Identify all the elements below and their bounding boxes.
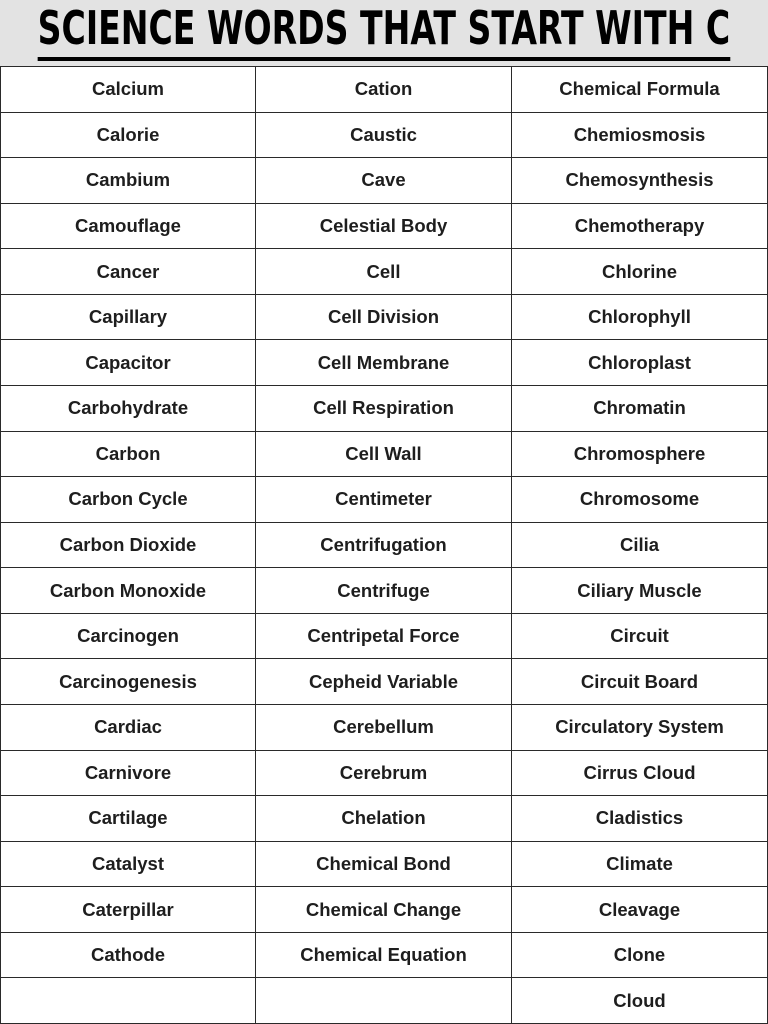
- word-cell: Cartilage: [0, 796, 256, 842]
- word-cell: Chromosphere: [512, 432, 768, 478]
- word-cell: Centrifuge: [256, 568, 512, 614]
- word-cell: Circuit: [512, 614, 768, 660]
- word-cell: Carcinogen: [0, 614, 256, 660]
- word-cell: Climate: [512, 842, 768, 888]
- word-cell: Carcinogenesis: [0, 659, 256, 705]
- word-cell: [256, 978, 512, 1024]
- word-cell: Cell Respiration: [256, 386, 512, 432]
- word-cell: Carnivore: [0, 751, 256, 797]
- word-cell: Cave: [256, 158, 512, 204]
- word-cell: Camouflage: [0, 204, 256, 250]
- word-cell: [0, 978, 256, 1024]
- word-cell: Chemotherapy: [512, 204, 768, 250]
- page-title: SCIENCE WORDS THAT START WITH C: [38, 2, 731, 61]
- word-cell: Centimeter: [256, 477, 512, 523]
- word-cell: Chromosome: [512, 477, 768, 523]
- word-cell: Cirrus Cloud: [512, 751, 768, 797]
- word-cell: Centripetal Force: [256, 614, 512, 660]
- word-cell: Cilia: [512, 523, 768, 569]
- word-cell: Chemosynthesis: [512, 158, 768, 204]
- word-cell: Chlorophyll: [512, 295, 768, 341]
- word-cell: Cancer: [0, 249, 256, 295]
- title-banner: [0, 0, 768, 66]
- word-cell: Catalyst: [0, 842, 256, 888]
- word-cell: Cardiac: [0, 705, 256, 751]
- word-cell: Caustic: [256, 113, 512, 159]
- word-cell: Cell Division: [256, 295, 512, 341]
- word-cell: Clone: [512, 933, 768, 979]
- word-cell: Carbon: [0, 432, 256, 478]
- word-cell: Cathode: [0, 933, 256, 979]
- word-cell: Carbon Dioxide: [0, 523, 256, 569]
- word-cell: Cepheid Variable: [256, 659, 512, 705]
- word-cell: Chromatin: [512, 386, 768, 432]
- word-cell: Chemical Bond: [256, 842, 512, 888]
- word-cell: Cell Membrane: [256, 340, 512, 386]
- word-cell: Chemical Equation: [256, 933, 512, 979]
- word-cell: Chloroplast: [512, 340, 768, 386]
- word-cell: Celestial Body: [256, 204, 512, 250]
- word-cell: Chemical Change: [256, 887, 512, 933]
- word-cell: Chemiosmosis: [512, 113, 768, 159]
- word-cell: Chemical Formula: [512, 67, 768, 113]
- word-cell: Carbon Monoxide: [0, 568, 256, 614]
- word-cell: Centrifugation: [256, 523, 512, 569]
- word-cell: Cladistics: [512, 796, 768, 842]
- word-cell: Cerebellum: [256, 705, 512, 751]
- word-cell: Cloud: [512, 978, 768, 1024]
- word-cell: Cell: [256, 249, 512, 295]
- word-cell: Ciliary Muscle: [512, 568, 768, 614]
- word-cell: Cell Wall: [256, 432, 512, 478]
- word-cell: Chelation: [256, 796, 512, 842]
- word-cell: Carbon Cycle: [0, 477, 256, 523]
- word-cell: Calorie: [0, 113, 256, 159]
- word-cell: Circulatory System: [512, 705, 768, 751]
- word-cell: Cambium: [0, 158, 256, 204]
- word-cell: Capillary: [0, 295, 256, 341]
- word-cell: Carbohydrate: [0, 386, 256, 432]
- word-cell: Calcium: [0, 67, 256, 113]
- word-cell: Chlorine: [512, 249, 768, 295]
- word-table: [0, 66, 768, 1024]
- word-cell: Caterpillar: [0, 887, 256, 933]
- word-cell: Cleavage: [512, 887, 768, 933]
- word-cell: Cation: [256, 67, 512, 113]
- word-cell: Circuit Board: [512, 659, 768, 705]
- word-cell: Capacitor: [0, 340, 256, 386]
- word-cell: Cerebrum: [256, 751, 512, 797]
